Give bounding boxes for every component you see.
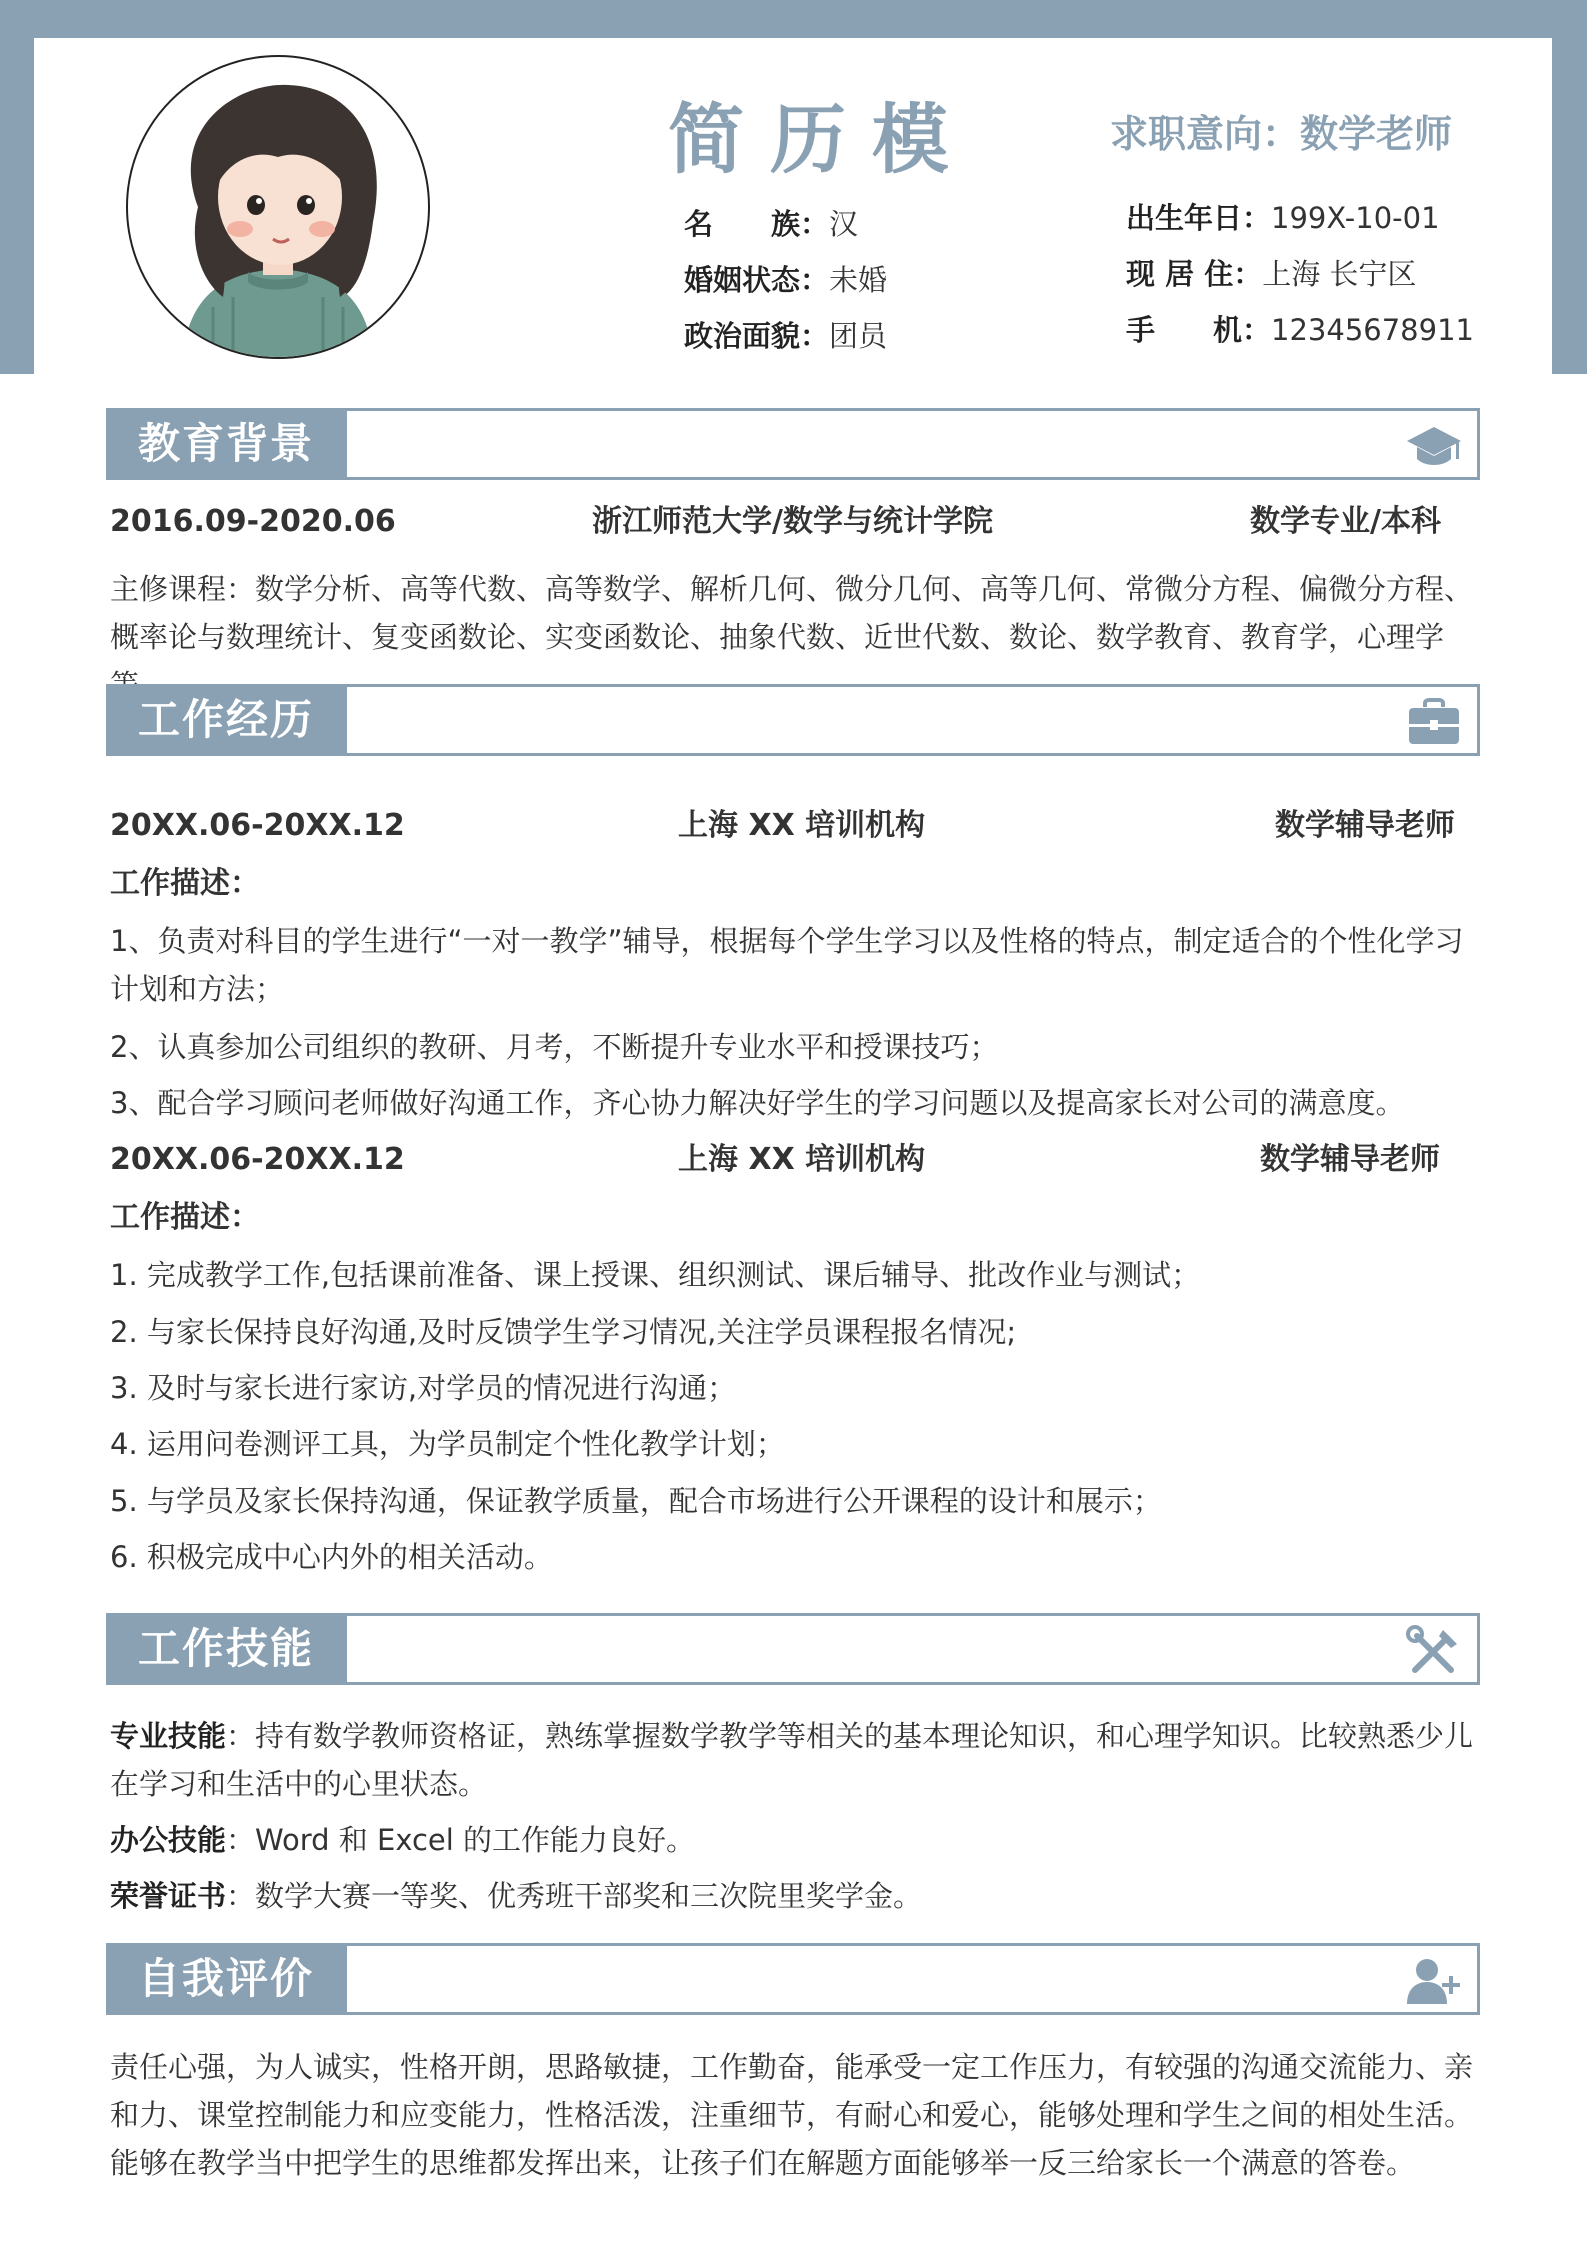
info-value: 未婚: [829, 263, 888, 297]
skill-text: ：Word 和 Excel 的工作能力良好。: [226, 1823, 696, 1857]
job-desc-item: 5. 与学员及家长保持沟通，保证教学质量，配合市场进行公开课程的设计和展示；: [110, 1484, 1162, 1518]
job-desc-item: 2、认真参加公司组织的教研、月考，不断提升专业水平和授课技巧；: [110, 1030, 999, 1064]
info-row-birth: [1126, 190, 1474, 246]
info-row-marital: [684, 252, 887, 308]
job-period: 20XX.06-20XX.12: [110, 1142, 405, 1177]
section-title-bar: [344, 684, 1480, 756]
job-desc-item: 2. 与家长保持良好沟通,及时反馈学生学习情况,关注学员课程报名情况;: [110, 1315, 1017, 1349]
skills-section-header: [106, 1613, 1480, 1685]
info-value: 199X-10-01: [1271, 201, 1440, 235]
section-title: 教育背景: [106, 408, 346, 480]
info-label: 手 机：: [1126, 313, 1272, 347]
graduation-cap-icon: [1405, 419, 1463, 473]
info-label: 婚姻状态：: [684, 263, 830, 297]
job-row-2: [110, 1136, 1480, 1184]
info-value: 上海 长宁区: [1262, 257, 1417, 291]
section-title: 工作经历: [106, 684, 346, 756]
info-value: 团员: [829, 319, 888, 353]
resume-title: 简历模: [668, 95, 974, 184]
info-value: 汉: [829, 207, 859, 241]
self-eval-text: 责任心强，为人诚实，性格开朗，思路敏捷，工作勤奋，能承受一定工作压力，有较强的沟通交流能力、亲和力、课堂控制能力和应变能力，性格活泼，注重细节，有耐心和爱心，能够处理和学生之间的相处生活。能够在教学当中把学生的思维都发挥出来，让孩子们在解题方面能够举一反三给家长一个满意的答卷。: [110, 2050, 1474, 2180]
section-title-bar: [344, 1613, 1480, 1685]
job-desc-label: 工作描述：: [110, 866, 260, 901]
education-period: 2016.09-2020.06: [110, 504, 396, 539]
job-period: 20XX.06-20XX.12: [110, 808, 405, 843]
job-desc-item: 4. 运用问卷测评工具，为学员制定个性化教学计划；: [110, 1427, 785, 1461]
skill-label: 办公技能: [110, 1823, 227, 1857]
job-position: 数学辅导老师: [1275, 808, 1455, 843]
add-user-icon: [1405, 1954, 1463, 2008]
section-title: 工作技能: [106, 1613, 346, 1685]
section-title-bar: [344, 408, 1480, 480]
info-row-phone: [1126, 302, 1474, 358]
education-school: 浙江师范大学/数学与统计学院: [592, 504, 993, 539]
job-desc-item: 6. 积极完成中心内外的相关活动。: [110, 1540, 553, 1574]
skill-office: [110, 1816, 1482, 1864]
skill-label: 专业技能: [110, 1719, 227, 1753]
job-desc-item: 3、配合学习顾问老师做好沟通工作，齐心协力解决好学生的学习问题以及提高家长对公司的满意度。: [110, 1086, 1405, 1120]
job-company: 上海 XX 培训机构: [678, 808, 926, 843]
job-target: 求职意向：数学老师: [1110, 112, 1453, 156]
info-label: 现 居 住：: [1126, 257, 1263, 291]
info-label: 名 族：: [684, 207, 830, 241]
personal-info-left: [684, 196, 887, 364]
skill-professional: [110, 1712, 1482, 1808]
job-desc-item: 3. 及时与家长进行家访,对学员的情况进行沟通；: [110, 1371, 737, 1405]
info-row-ethnicity: [684, 196, 887, 252]
education-row: [110, 498, 1480, 546]
skill-label: 荣誉证书: [110, 1879, 227, 1913]
info-label: 出生年日：: [1126, 201, 1272, 235]
personal-info-right: [1126, 190, 1474, 358]
job-row-1: [110, 802, 1480, 850]
education-section-header: [106, 408, 1480, 480]
job-desc-item: 1、负责对科目的学生进行“一对一教学”辅导，根据每个学生学习以及性格的特点，制定适合的个性化学习计划和方法；: [110, 924, 1464, 1006]
info-row-residence: [1126, 246, 1474, 302]
tools-icon: [1405, 1624, 1463, 1678]
education-major: 数学专业/本科: [1250, 504, 1441, 539]
job-desc-item: 1. 完成教学工作,包括课前准备、课上授课、组织测试、课后辅导、批改作业与测试；: [110, 1258, 1201, 1292]
skill-honors: [110, 1872, 1482, 1920]
skill-text: ：数学大赛一等奖、优秀班干部奖和三次院里奖学金。: [226, 1879, 923, 1913]
avatar-illustration: [128, 57, 428, 357]
job-desc-label: 工作描述：: [110, 1200, 260, 1235]
briefcase-icon: [1405, 695, 1463, 749]
job-position: 数学辅导老师: [1260, 1142, 1440, 1177]
section-title-bar: [344, 1943, 1480, 2015]
avatar: [126, 55, 430, 359]
info-row-political: [684, 308, 887, 364]
job-company: 上海 XX 培训机构: [678, 1142, 926, 1177]
info-value: 12345678911: [1271, 313, 1474, 347]
info-label: 政治面貌：: [684, 319, 830, 353]
section-title: 自我评价: [106, 1943, 346, 2015]
education-courses: 主修课程：数学分析、高等代数、高等数学、解析几何、微分几何、高等几何、常微分方程、偏微分方程、概率论与数理统计、复变函数论、实变函数论、抽象代数、近世代数、数论、数学教育、教育学，心理学: [110, 572, 1474, 654]
skill-text: ：持有数学教师资格证，熟练掌握数学教学等相关的基本理论知识，和心理学知识。比较熟悉少儿在学习和生活中的心里状态。: [110, 1719, 1474, 1801]
self-eval-section-header: [106, 1943, 1480, 2015]
work-section-header: [106, 684, 1480, 756]
